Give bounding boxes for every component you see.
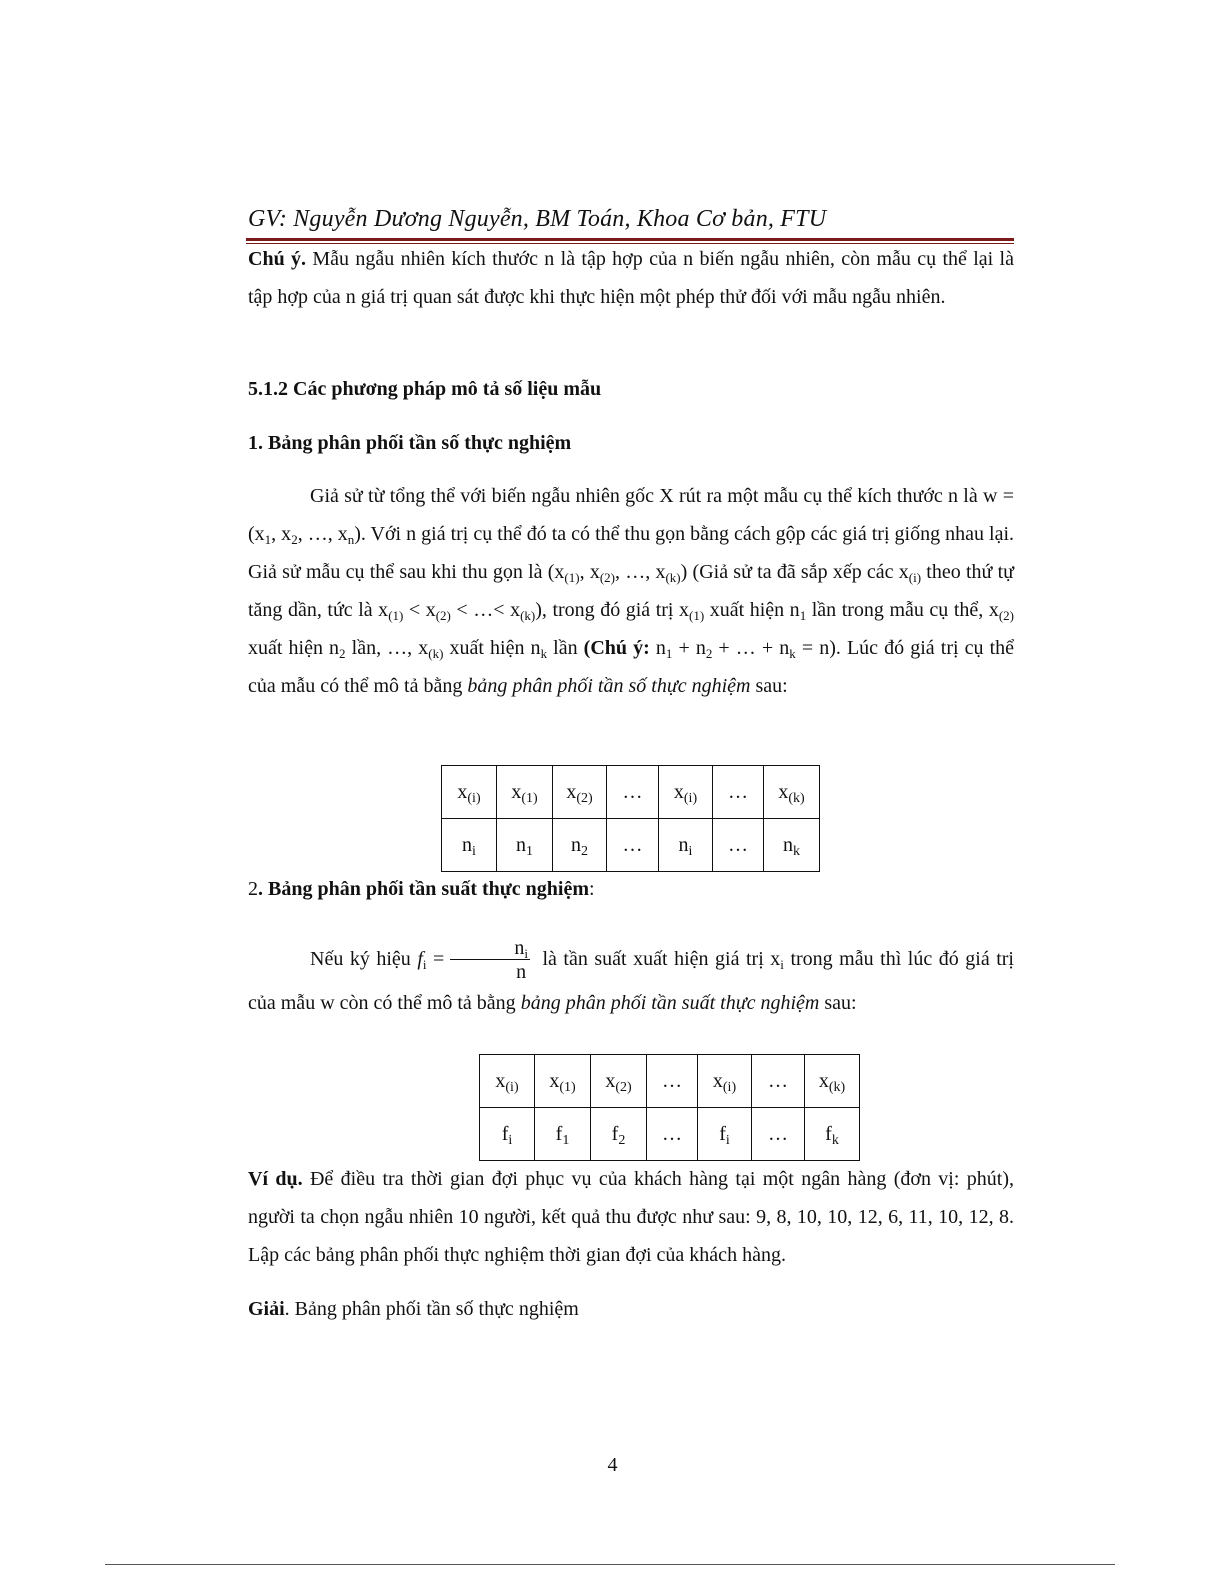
p1-italic-term: bảng phân phối tần số thực nghiệm [467, 675, 751, 697]
p1-sub: 2 [705, 646, 713, 661]
p1-text: lần trong mẫu cụ thể, x [806, 599, 999, 621]
p1-text: xuất hiện n [443, 637, 541, 659]
p1-text: = n). Lúc đó giá trị cụ thể của mẫu có thể mô tả bằng [248, 637, 1015, 697]
sub2-colon: : [589, 878, 595, 900]
p1-text: lần, …, x [345, 637, 429, 659]
p1-text: , x [271, 523, 292, 545]
p1-sub: 2 [291, 532, 298, 547]
example-paragraph [248, 1160, 1014, 1274]
table-cell: $x_{(2)}$ [553, 766, 607, 819]
subsection-1-title: 1. Bảng phân phối tần số thực nghiệm [248, 432, 572, 454]
relative-frequency-table-row-values [480, 1055, 860, 1108]
note-paragraph [248, 240, 1014, 316]
table-cell: $f_1$ [535, 1108, 591, 1161]
formula-f: f [417, 948, 423, 971]
p1-text: ), trong đó giá trị x [535, 599, 690, 621]
p1-text: ) (Giả sử ta đã sắp xếp các x [680, 561, 909, 583]
p1-sub: 1 [799, 608, 807, 623]
table-cell: $f_i$ [698, 1108, 752, 1161]
p1-text: ). Với n giá trị cụ thể đó ta có thể thu gọn bằng cách gộp các giá trị giống nhau lại. Giả sử mẫu cụ thể sau khi thu gọn là (x [248, 523, 1014, 583]
p1-text: < x [403, 599, 436, 621]
table-cell: $x_{(i)}$ [442, 766, 497, 819]
table-cell: … [647, 1108, 698, 1161]
p1-sub: n [347, 532, 355, 547]
p1-text: sau: [750, 675, 788, 697]
table-cell: … [607, 819, 659, 872]
note-label: Chú ý. [248, 248, 307, 270]
formula-f-sub: i [422, 957, 427, 973]
p1-sub: (k) [428, 646, 444, 661]
p1-sub: k [540, 646, 548, 661]
table-cell: $n_1$ [497, 819, 553, 872]
table-cell: … [752, 1055, 805, 1108]
frequency-table-row-values [442, 766, 820, 819]
table-cell: $n_i$ [659, 819, 713, 872]
p1-sub: (k) [520, 608, 536, 623]
table-cell: $f_i$ [480, 1108, 535, 1161]
p1-text: lần [547, 637, 584, 659]
p1-text: + n [672, 637, 706, 659]
table-cell: $x_{(i)}$ [480, 1055, 535, 1108]
p1-text: , …, x [297, 523, 348, 545]
table-cell: … [752, 1108, 805, 1161]
solution-paragraph [248, 1290, 1014, 1328]
solution-text: . Bảng phân phối tần số thực nghiệm [284, 1298, 579, 1320]
p1-sub: (1) [388, 608, 404, 623]
example-label: Ví dụ. [248, 1168, 303, 1190]
p2-text: là tần suất xuất hiện giá trị x [535, 948, 781, 971]
p1-sub: k [789, 646, 796, 661]
p1-text: < …< x [450, 599, 521, 621]
p1-sub: 2 [339, 646, 346, 661]
table-cell: $x_{(i)}$ [659, 766, 713, 819]
table-cell: $x_{(i)}$ [698, 1055, 752, 1108]
p1-text: xuất hiện n [704, 599, 800, 621]
sub2-number: 2 [248, 878, 258, 900]
p1-text: + … + n [712, 637, 790, 659]
p1-sub: 1 [264, 532, 272, 547]
table-cell: $n_i$ [442, 819, 497, 872]
p1-text: n [649, 637, 666, 659]
subsection-2-title [248, 870, 1014, 908]
p2-text: Nếu ký hiệu [310, 948, 418, 971]
p1-sub: (i) [908, 570, 922, 585]
p2-text: trong mẫu thì lúc đó giá trị của mẫu w còn có thể mô tả bằng [248, 948, 1014, 1014]
paragraph-frequency [248, 477, 1014, 705]
fraction [450, 937, 530, 984]
frequency-table [441, 765, 820, 872]
table-cell: $x_{(1)}$ [535, 1055, 591, 1108]
table-cell: … [607, 766, 659, 819]
p1-sub: (1) [564, 570, 580, 585]
table-cell: $n_k$ [764, 819, 820, 872]
p1-text: xuất hiện n [248, 637, 340, 659]
table-cell: $x_{(1)}$ [497, 766, 553, 819]
p2-sub: i [780, 957, 784, 973]
p1-text: Giả sử từ tổng thể với biến ngẫu nhiên gốc X rút ra một mẫu cụ thể kích thước n là w = (x [248, 485, 1014, 545]
table-cell: … [647, 1055, 698, 1108]
table-cell: $x_{(k)}$ [805, 1055, 860, 1108]
solution-label: Giải [248, 1298, 285, 1320]
p1-sub: (1) [689, 608, 705, 623]
fraction-denominator: n [516, 961, 527, 983]
table-cell: $x_{(2)}$ [591, 1055, 647, 1108]
table-cell: $f_2$ [591, 1108, 647, 1161]
footer-rule [105, 1564, 1115, 1565]
p1-sub: (2) [599, 570, 615, 585]
p1-sub: (2) [998, 608, 1014, 623]
note-text: Mẫu ngẫu nhiên kích thước n là tập hợp của n biến ngẫu nhiên, còn mẫu cụ thể lại là tập hợp của n giá trị quan sát được khi thực hiện một phép thử đối với mẫu ngẫu nhiên. [248, 248, 1014, 308]
p2-text: sau: [819, 992, 857, 1014]
table-cell: … [713, 819, 764, 872]
relative-frequency-table [479, 1054, 860, 1161]
paragraph-relative-frequency [248, 937, 1014, 1022]
p1-sub: (k) [665, 570, 681, 585]
relative-frequency-table-row-freqs [480, 1108, 860, 1161]
table-cell: … [713, 766, 764, 819]
table-cell: $x_{(k)}$ [764, 766, 820, 819]
p1-sub: 1 [665, 646, 673, 661]
example-text: Để điều tra thời gian đợi phục vụ của khách hàng tại một ngân hàng (đơn vị: phút), người ta chọn ngẫu nhiên 10 người, kết quả thu được như sau: 9, 8, 10, 10, 12, 6, 11, 10, 12, 8. Lập các bảng phân phối thực nghiệm thời gian đợi của khách hàng. [248, 1168, 1015, 1266]
page-number: 4 [607, 1454, 618, 1476]
frequency-table-row-counts [442, 819, 820, 872]
p1-note-label: (Chú ý: [583, 637, 650, 659]
table-cell: $f_k$ [805, 1108, 860, 1161]
table-cell: $n_2$ [553, 819, 607, 872]
section-title: 5.1.2 Các phương pháp mô tả số liệu mẫu [248, 378, 602, 400]
p1-text: theo thứ tự tăng dần, tức là x [248, 561, 1014, 621]
formula-equals: = [433, 948, 445, 971]
page-header: GV: Nguyễn Dương Nguyễn, BM Toán, Khoa Cơ bản, FTU [248, 206, 827, 232]
fraction-numerator: $n_i$ [450, 937, 530, 960]
p1-text: , …, x [615, 561, 666, 583]
p1-sub: (2) [435, 608, 451, 623]
p2-italic-term: bảng phân phối tần suất thực nghiệm [520, 992, 820, 1014]
sub2-title-text: . Bảng phân phối tần suất thực nghiệm [258, 878, 589, 900]
p1-text: , x [579, 561, 600, 583]
